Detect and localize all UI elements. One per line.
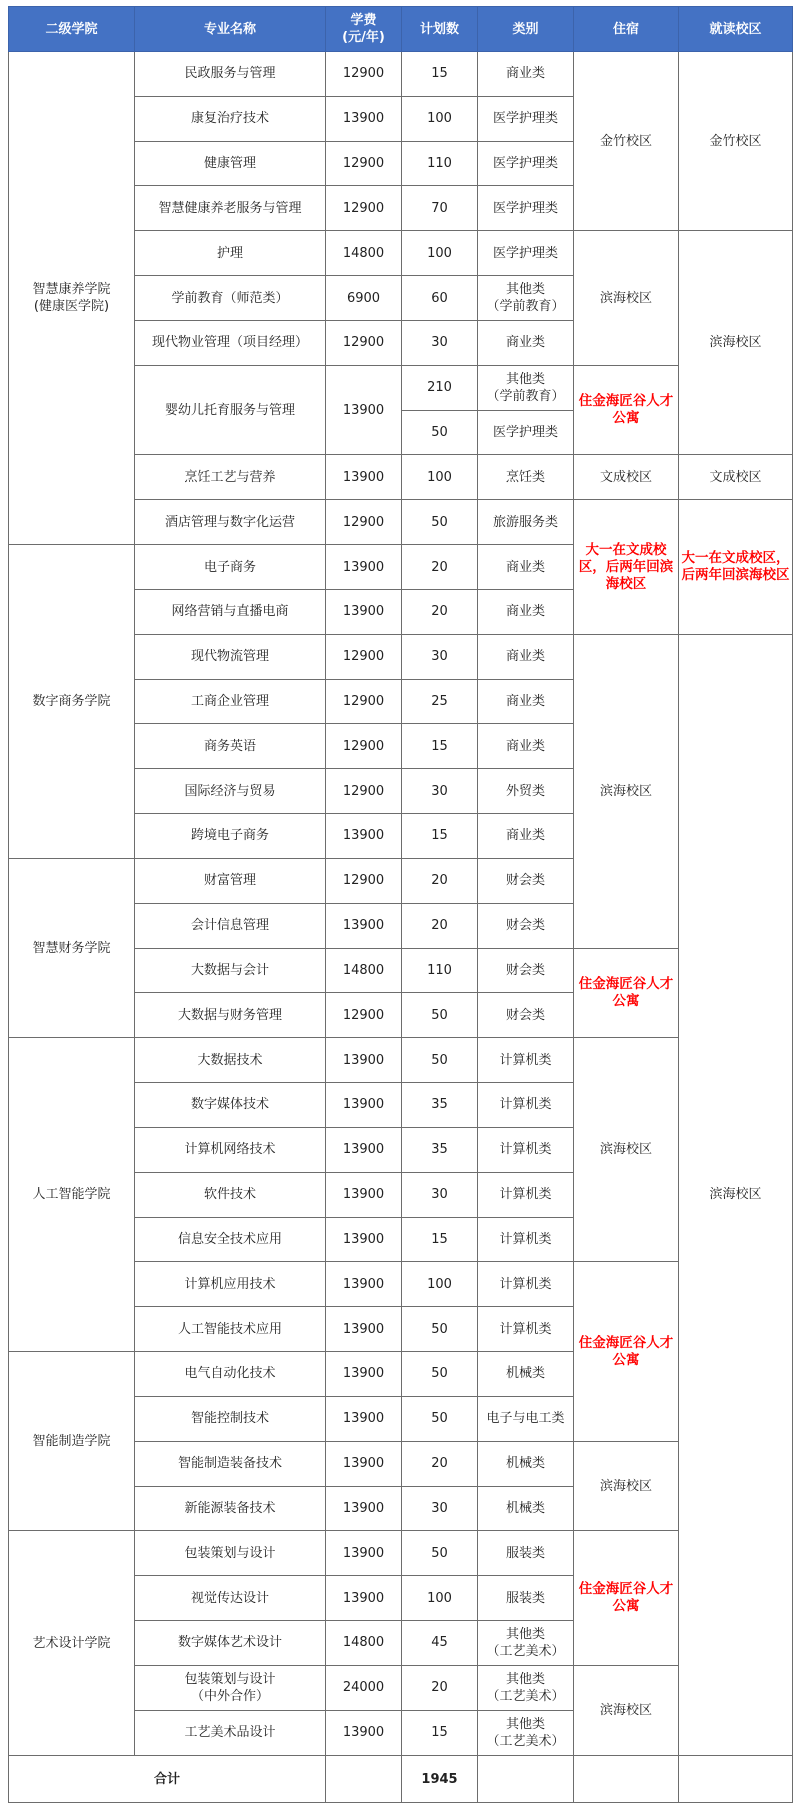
tuition-cell: 13900 (326, 1710, 402, 1755)
plan-cell: 15 (402, 814, 478, 859)
tuition-cell: 13900 (326, 545, 402, 590)
tuition-cell: 12900 (326, 769, 402, 814)
campus-cell: 滨海校区 (679, 634, 793, 1755)
header-plan: 计划数 (402, 7, 478, 52)
major-cell: 软件技术 (135, 1172, 326, 1217)
plan-cell: 15 (402, 52, 478, 97)
category-cell: 医学护理类 (478, 231, 574, 276)
tuition-cell: 13900 (326, 1127, 402, 1172)
college-cell: 智慧财务学院 (9, 858, 135, 1037)
major-cell: 婴幼儿托育服务与管理 (135, 365, 326, 455)
category-cell: 商业类 (478, 589, 574, 634)
category-cell: 财会类 (478, 903, 574, 948)
category-cell: 服装类 (478, 1576, 574, 1621)
plan-cell: 25 (402, 679, 478, 724)
category-cell: 计算机类 (478, 1307, 574, 1352)
header-tuition: 学费 (元/年) (326, 7, 402, 52)
tuition-cell: 13900 (326, 1352, 402, 1397)
major-cell: 民政服务与管理 (135, 52, 326, 97)
category-cell: 其他类 （工艺美术） (478, 1665, 574, 1710)
major-cell: 电气自动化技术 (135, 1352, 326, 1397)
college-cell: 智能制造学院 (9, 1352, 135, 1531)
college-cell: 智慧康养学院 (健康医学院) (9, 52, 135, 545)
category-cell: 机械类 (478, 1352, 574, 1397)
category-cell: 财会类 (478, 948, 574, 993)
major-cell: 跨境电子商务 (135, 814, 326, 859)
plan-cell: 30 (402, 320, 478, 365)
major-cell: 视觉传达设计 (135, 1576, 326, 1621)
category-cell: 烹饪类 (478, 455, 574, 500)
major-cell: 智能制造装备技术 (135, 1441, 326, 1486)
plan-cell: 110 (402, 141, 478, 186)
major-cell: 智能控制技术 (135, 1396, 326, 1441)
tuition-cell: 13900 (326, 1083, 402, 1128)
college-cell: 数字商务学院 (9, 545, 135, 859)
total-empty-cell (679, 1756, 793, 1803)
enrollment-plan-table (8, 6, 793, 1803)
table-row (9, 52, 793, 97)
plan-cell: 50 (402, 1531, 478, 1576)
dorm-cell: 滨海校区 (574, 231, 679, 365)
dorm-cell: 滨海校区 (574, 634, 679, 948)
category-cell: 旅游服务类 (478, 500, 574, 545)
category-cell: 外贸类 (478, 769, 574, 814)
category-cell: 其他类 （工艺美术） (478, 1710, 574, 1755)
category-cell: 医学护理类 (478, 141, 574, 186)
total-empty-cell (326, 1756, 402, 1803)
campus-cell: 文成校区 (679, 455, 793, 500)
major-cell: 工商企业管理 (135, 679, 326, 724)
category-cell: 医学护理类 (478, 186, 574, 231)
tuition-cell: 13900 (326, 1441, 402, 1486)
tuition-cell: 12900 (326, 634, 402, 679)
plan-cell: 30 (402, 769, 478, 814)
plan-cell: 100 (402, 455, 478, 500)
tuition-cell: 6900 (326, 276, 402, 321)
header-dorm: 住宿 (574, 7, 679, 52)
campus-cell-split: 大一在文成校区，后两年回滨海校区 (679, 500, 793, 634)
tuition-cell: 12900 (326, 186, 402, 231)
plan-cell: 50 (402, 500, 478, 545)
major-cell: 电子商务 (135, 545, 326, 590)
category-cell: 商业类 (478, 52, 574, 97)
major-cell: 数字媒体艺术设计 (135, 1620, 326, 1665)
tuition-cell: 12900 (326, 858, 402, 903)
category-cell: 商业类 (478, 545, 574, 590)
category-cell: 计算机类 (478, 1172, 574, 1217)
category-cell: 计算机类 (478, 1083, 574, 1128)
category-cell: 商业类 (478, 634, 574, 679)
major-cell: 包装策划与设计 （中外合作） (135, 1665, 326, 1710)
tuition-cell: 13900 (326, 589, 402, 634)
category-cell: 其他类 （工艺美术） (478, 1620, 574, 1665)
campus-cell: 金竹校区 (679, 52, 793, 231)
header-row (9, 7, 793, 52)
plan-cell: 35 (402, 1083, 478, 1128)
plan-cell: 15 (402, 1710, 478, 1755)
major-cell: 计算机网络技术 (135, 1127, 326, 1172)
tuition-cell: 13900 (326, 1038, 402, 1083)
tuition-cell: 12900 (326, 993, 402, 1038)
category-cell: 商业类 (478, 320, 574, 365)
major-cell: 商务英语 (135, 724, 326, 769)
plan-cell: 20 (402, 858, 478, 903)
major-cell: 人工智能技术应用 (135, 1307, 326, 1352)
total-empty-cell (574, 1756, 679, 1803)
plan-cell: 20 (402, 545, 478, 590)
plan-cell: 30 (402, 1172, 478, 1217)
category-cell: 其他类 （学前教育） (478, 365, 574, 410)
category-cell: 商业类 (478, 724, 574, 769)
major-cell: 大数据技术 (135, 1038, 326, 1083)
tuition-cell: 12900 (326, 500, 402, 545)
major-cell: 工艺美术品设计 (135, 1710, 326, 1755)
tuition-cell: 14800 (326, 948, 402, 993)
major-cell: 包装策划与设计 (135, 1531, 326, 1576)
category-cell: 电子与电工类 (478, 1396, 574, 1441)
category-cell: 医学护理类 (478, 96, 574, 141)
tuition-cell: 13900 (326, 903, 402, 948)
category-cell: 商业类 (478, 679, 574, 724)
tuition-cell: 12900 (326, 141, 402, 186)
major-cell: 国际经济与贸易 (135, 769, 326, 814)
tuition-cell: 13900 (326, 1217, 402, 1262)
major-cell: 财富管理 (135, 858, 326, 903)
dorm-cell-apartment: 住金海匠谷人才公寓 (574, 365, 679, 455)
header-college: 二级学院 (9, 7, 135, 52)
category-cell: 服装类 (478, 1531, 574, 1576)
plan-cell: 15 (402, 1217, 478, 1262)
category-cell: 其他类 （学前教育） (478, 276, 574, 321)
total-plan: 1945 (402, 1756, 478, 1803)
plan-cell: 50 (402, 1038, 478, 1083)
major-cell: 会计信息管理 (135, 903, 326, 948)
major-cell: 计算机应用技术 (135, 1262, 326, 1307)
major-cell: 护理 (135, 231, 326, 276)
tuition-cell: 14800 (326, 1620, 402, 1665)
plan-cell: 15 (402, 724, 478, 769)
tuition-cell: 24000 (326, 1665, 402, 1710)
plan-cell: 60 (402, 276, 478, 321)
tuition-cell: 13900 (326, 1531, 402, 1576)
plan-cell: 20 (402, 589, 478, 634)
plan-cell: 70 (402, 186, 478, 231)
category-cell: 机械类 (478, 1441, 574, 1486)
tuition-cell: 13900 (326, 1307, 402, 1352)
tuition-cell: 14800 (326, 231, 402, 276)
major-cell: 新能源装备技术 (135, 1486, 326, 1531)
campus-cell: 滨海校区 (679, 231, 793, 455)
table-row (9, 1038, 793, 1083)
plan-cell: 100 (402, 1576, 478, 1621)
category-cell: 商业类 (478, 814, 574, 859)
tuition-cell: 12900 (326, 679, 402, 724)
tuition-cell: 13900 (326, 96, 402, 141)
tuition-cell: 13900 (326, 365, 402, 455)
plan-cell: 50 (402, 1307, 478, 1352)
plan-cell: 100 (402, 1262, 478, 1307)
plan-cell: 100 (402, 96, 478, 141)
major-cell: 数字媒体技术 (135, 1083, 326, 1128)
major-cell: 烹饪工艺与营养 (135, 455, 326, 500)
plan-cell: 35 (402, 1127, 478, 1172)
dorm-cell: 滨海校区 (574, 1665, 679, 1755)
major-cell: 现代物流管理 (135, 634, 326, 679)
total-row (9, 1756, 793, 1803)
major-cell: 健康管理 (135, 141, 326, 186)
plan-cell: 45 (402, 1620, 478, 1665)
category-cell: 计算机类 (478, 1127, 574, 1172)
category-cell: 计算机类 (478, 1038, 574, 1083)
plan-cell: 50 (402, 1396, 478, 1441)
dorm-cell: 金竹校区 (574, 52, 679, 231)
plan-cell: 50 (402, 993, 478, 1038)
major-cell: 信息安全技术应用 (135, 1217, 326, 1262)
tuition-cell: 13900 (326, 1262, 402, 1307)
dorm-cell-apartment: 住金海匠谷人才公寓 (574, 1531, 679, 1665)
tuition-cell: 12900 (326, 320, 402, 365)
tuition-cell: 13900 (326, 1486, 402, 1531)
tuition-cell: 13900 (326, 455, 402, 500)
major-cell: 康复治疗技术 (135, 96, 326, 141)
header-major: 专业名称 (135, 7, 326, 52)
tuition-cell: 12900 (326, 52, 402, 97)
plan-cell: 20 (402, 903, 478, 948)
college-cell: 人工智能学院 (9, 1038, 135, 1352)
plan-cell: 110 (402, 948, 478, 993)
plan-cell: 100 (402, 231, 478, 276)
category-cell: 计算机类 (478, 1217, 574, 1262)
category-cell: 医学护理类 (478, 410, 574, 455)
header-category: 类别 (478, 7, 574, 52)
dorm-cell-apartment: 住金海匠谷人才公寓 (574, 1262, 679, 1441)
tuition-cell: 13900 (326, 1396, 402, 1441)
major-cell: 现代物业管理（项目经理） (135, 320, 326, 365)
category-cell: 计算机类 (478, 1262, 574, 1307)
plan-cell: 20 (402, 1665, 478, 1710)
dorm-cell: 滨海校区 (574, 1038, 679, 1262)
category-cell: 财会类 (478, 993, 574, 1038)
tuition-cell: 13900 (326, 814, 402, 859)
plan-cell: 30 (402, 634, 478, 679)
dorm-cell-apartment: 住金海匠谷人才公寓 (574, 948, 679, 1038)
plan-cell: 210 (402, 365, 478, 410)
major-cell: 酒店管理与数字化运营 (135, 500, 326, 545)
major-cell: 智慧健康养老服务与管理 (135, 186, 326, 231)
dorm-cell-split: 大一在文成校区，后两年回滨海校区 (574, 500, 679, 634)
dorm-cell: 文成校区 (574, 455, 679, 500)
tuition-cell: 12900 (326, 724, 402, 769)
tuition-cell: 13900 (326, 1576, 402, 1621)
plan-cell: 30 (402, 1486, 478, 1531)
college-cell: 艺术设计学院 (9, 1531, 135, 1756)
dorm-cell: 滨海校区 (574, 1441, 679, 1531)
category-cell: 机械类 (478, 1486, 574, 1531)
major-cell: 大数据与会计 (135, 948, 326, 993)
total-label: 合计 (9, 1756, 326, 1803)
header-campus: 就读校区 (679, 7, 793, 52)
plan-cell: 50 (402, 1352, 478, 1397)
tuition-cell: 13900 (326, 1172, 402, 1217)
plan-cell: 50 (402, 410, 478, 455)
major-cell: 大数据与财务管理 (135, 993, 326, 1038)
total-empty-cell (478, 1756, 574, 1803)
major-cell: 网络营销与直播电商 (135, 589, 326, 634)
table-row (9, 1531, 793, 1576)
major-cell: 学前教育（师范类） (135, 276, 326, 321)
plan-cell: 20 (402, 1441, 478, 1486)
category-cell: 财会类 (478, 858, 574, 903)
